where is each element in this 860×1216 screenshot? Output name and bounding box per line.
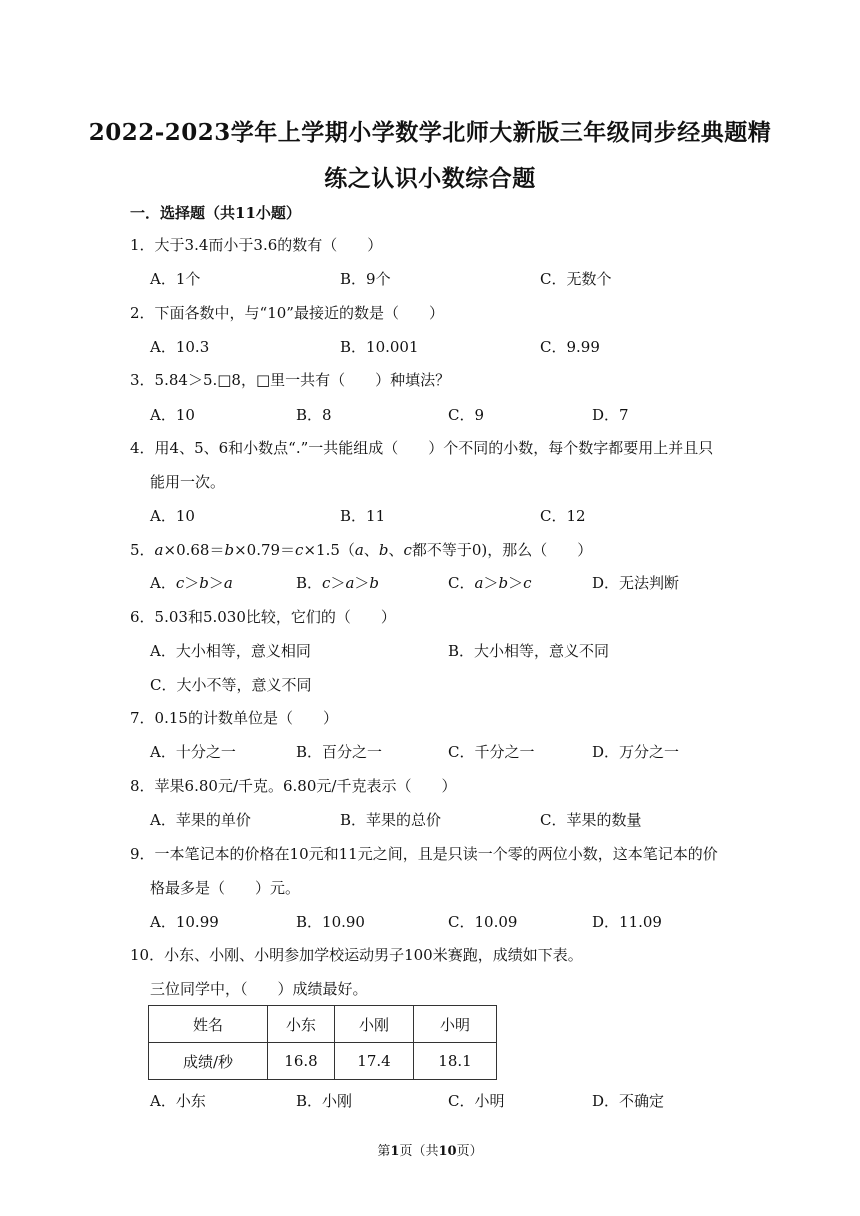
question-1-stem: 1．大于3.4而小于3.6的数有（ ）: [130, 236, 383, 254]
table-cell: 16.8: [268, 1043, 335, 1080]
question-2-stem: 2．下面各数中，与“10”最接近的数是（ ）: [130, 304, 444, 322]
q10-option-b: B．小刚: [296, 1092, 353, 1110]
document-title-line2: 练之认识小数综合题: [324, 165, 536, 192]
q5-option-c: C．a＞b＞c: [448, 574, 532, 592]
q7-option-c: C．千分之一: [448, 743, 535, 761]
q9-option-b: B．10.90: [296, 913, 365, 931]
table-row: [149, 1043, 497, 1080]
table-cell: 17.4: [335, 1043, 414, 1080]
q5-option-a: A．c＞b＞a: [150, 574, 233, 592]
q2-option-c: C．9.99: [540, 338, 600, 356]
question-3-stem: 3．5.84＞5.□8，□里一共有（ ）种填法？: [130, 371, 451, 389]
question-9-stem: 9．一本笔记本的价格在10元和11元之间，且是只读一个零的两位小数，这本笔记本的价: [130, 845, 718, 863]
q1-option-a: A．1个: [150, 270, 201, 288]
question-5-stem: 5．a×0.68＝b×0.79＝c×1.5（a、b、c都不等于0)，那么（ ）: [130, 541, 593, 559]
table-header-cell: 小东: [268, 1006, 335, 1043]
q3-option-a: A．10: [150, 406, 195, 424]
q2-option-b: B．10.001: [340, 338, 419, 356]
score-table: [148, 1005, 497, 1080]
q9-option-c: C．10.09: [448, 913, 518, 931]
question-9-stem-cont: 格最多是（ ）元。: [150, 879, 301, 897]
q10-option-c: C．小明: [448, 1092, 505, 1110]
q10-option-d: D．不确定: [592, 1092, 665, 1110]
question-8-stem: 8．苹果6.80元/千克。6.80元/千克表示（ ）: [130, 777, 457, 795]
table-header-cell: 小刚: [335, 1006, 414, 1043]
question-4-stem-cont: 能用一次。: [150, 473, 226, 491]
question-10-stem: 10．小东、小刚、小明参加学校运动男子100米赛跑，成绩如下表。: [130, 946, 583, 964]
q7-option-b: B．百分之一: [296, 743, 383, 761]
q1-option-b: B．9个: [340, 270, 391, 288]
table-header-cell: 姓名: [149, 1006, 268, 1043]
question-6-stem: 6．5.03和5.030比较，它们的（ ）: [130, 608, 396, 626]
q5-option-d: D．无法判断: [592, 574, 680, 592]
page-footer: 第1页（共10页）: [377, 1144, 483, 1159]
question-7-stem: 7．0.15的计数单位是（ ）: [130, 709, 338, 727]
table-header-cell: 小明: [414, 1006, 497, 1043]
q8-option-a: A．苹果的单价: [150, 811, 251, 829]
section-heading: 一．选择题（共11小题）: [130, 204, 301, 222]
q6-option-a: A．大小相等，意义相同: [150, 642, 311, 660]
q6-option-b: B．大小相等，意义不同: [448, 642, 610, 660]
q9-option-a: A．10.99: [150, 913, 219, 931]
q9-option-d: D．11.09: [592, 913, 662, 931]
table-cell: 成绩/秒: [149, 1043, 268, 1080]
q8-option-b: B．苹果的总价: [340, 811, 442, 829]
q3-option-c: C．9: [448, 406, 485, 424]
table-row: [149, 1006, 497, 1043]
q5-option-b: B．c＞a＞b: [296, 574, 380, 592]
page-number: 1: [390, 1144, 400, 1159]
q6-option-c: C．大小不等，意义不同: [150, 676, 312, 694]
question-4-stem: 4．用4、5、6和小数点“.”一共能组成（ ）个不同的小数，每个数字都要用上并且只: [130, 439, 714, 457]
q7-option-d: D．万分之一: [592, 743, 680, 761]
q2-option-a: A．10.3: [150, 338, 210, 356]
q3-option-b: B．8: [296, 406, 332, 424]
page-total: 10: [438, 1144, 457, 1159]
q7-option-a: A．十分之一: [150, 743, 236, 761]
table-cell: 18.1: [414, 1043, 497, 1080]
q10-option-a: A．小东: [150, 1092, 206, 1110]
q8-option-c: C．苹果的数量: [540, 811, 642, 829]
q4-option-b: B．11: [340, 507, 386, 525]
q1-option-c: C．无数个: [540, 270, 612, 288]
q3-option-d: D．7: [592, 406, 629, 424]
q4-option-a: A．10: [150, 507, 195, 525]
document-title-line1: 2022-2023学年上学期小学数学北师大新版三年级同步经典题精: [88, 119, 772, 146]
q4-option-c: C．12: [540, 507, 586, 525]
question-10-stem-cont: 三位同学中，（ ）成绩最好。: [150, 980, 368, 998]
